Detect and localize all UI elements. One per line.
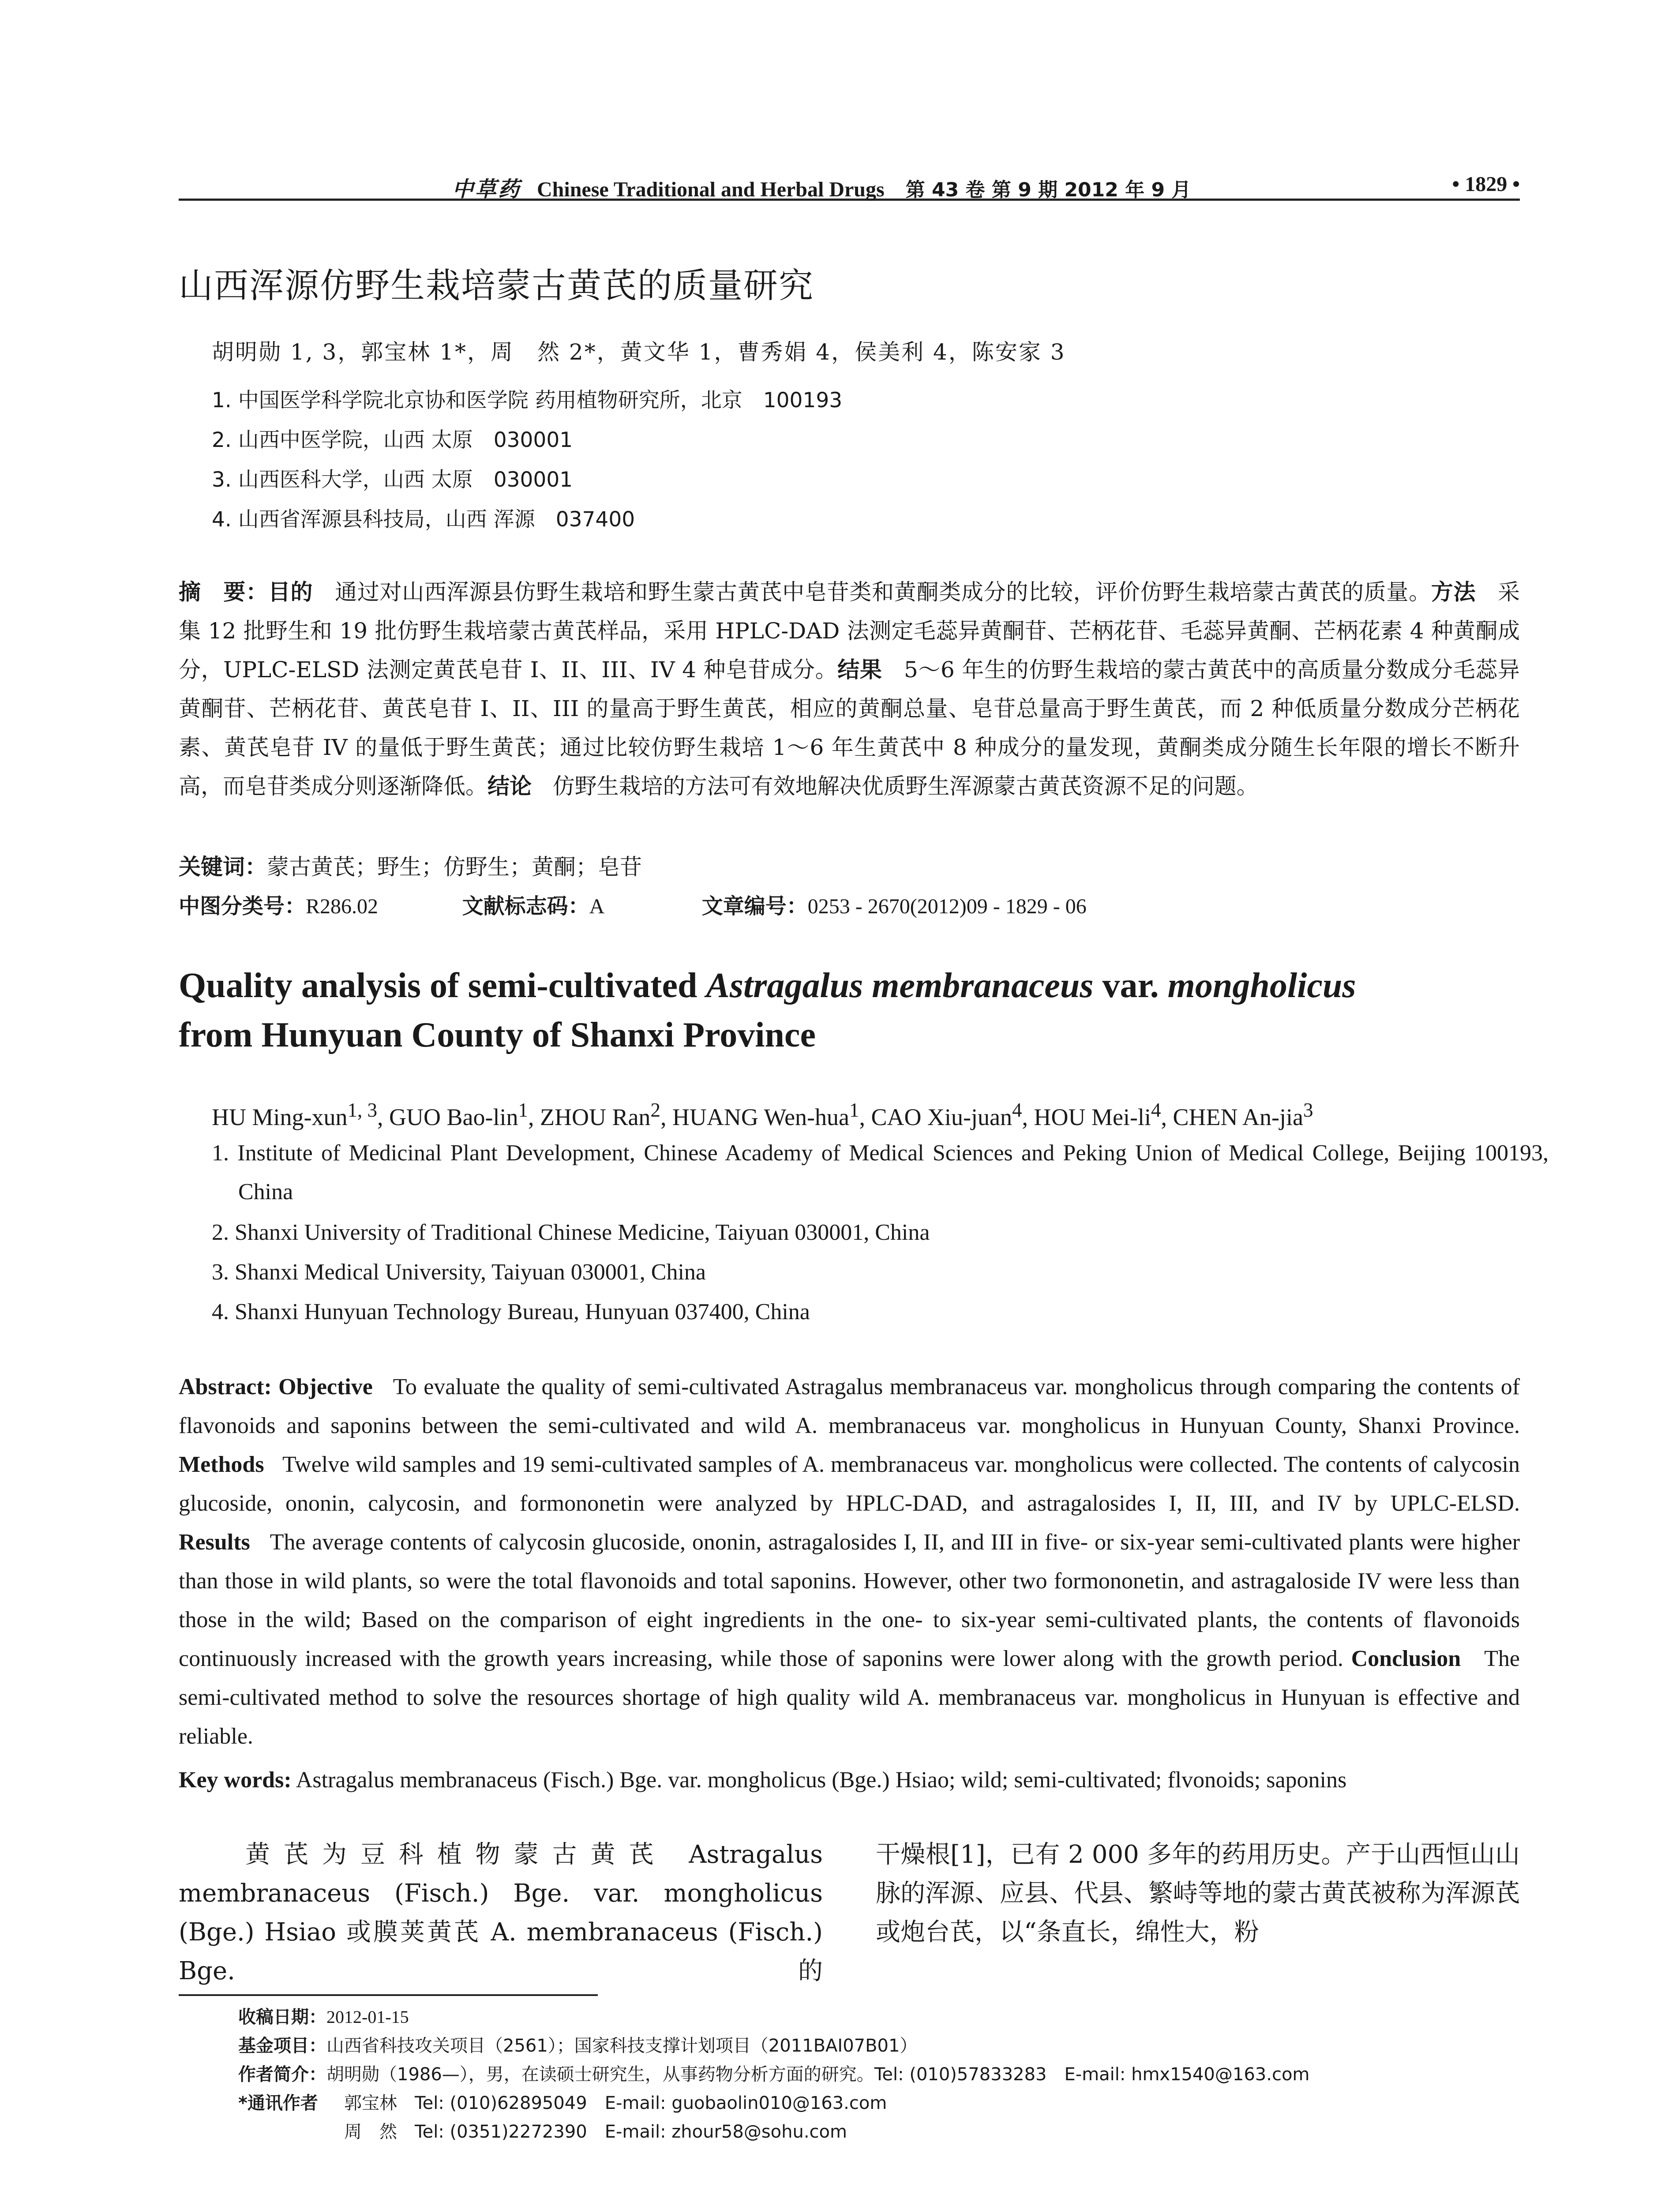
title-en-part1: Quality analysis of semi-cultivated	[179, 966, 706, 1005]
objective-cn: 通过对山西浑源县仿野生栽培和野生蒙古黄芪中皂苷类和黄酮类成分的比较，评价仿野生栽培蒙古黄芪的质量。	[335, 579, 1431, 605]
received-date: 2012-01-15	[326, 2007, 409, 2027]
affiliation-cn-4: 4. 山西省浑源县科技局，山西 浑源 037400	[212, 507, 635, 532]
body-left-column	[179, 1835, 823, 1991]
author-en-sup: 3	[1303, 1099, 1313, 1121]
affiliation-cn-1: 1. 中国医学科学院北京协和医学院 药用植物研究所，北京 100193	[212, 388, 843, 413]
abstract-en-label: Abstract:	[179, 1374, 272, 1399]
bio-label: 作者简介：	[238, 2064, 326, 2085]
fund-label: 基金项目：	[238, 2036, 326, 2056]
issue-info: 第 43 卷 第 9 期 2012 年 9 月	[905, 179, 1191, 201]
footnote-correspondence	[238, 2089, 887, 2114]
author-en: CAO Xiu-juan	[871, 1104, 1012, 1130]
author-en: HU Ming-xun	[212, 1104, 348, 1130]
abstract-en	[179, 1368, 1520, 1756]
bio-text: 胡明勋（1986—），男，在读硕士研究生，从事药物分析方面的研究。Tel: (010)57833283 E-mail: hmx1540@163.com	[326, 2064, 1310, 2085]
authors-en: HU Ming-xun$^{1, 3}$, GUO Bao-lin$^1$, ZHOU Ran$^2$, HUANG Wen-hua$^1$, CAO Xiu-juan$^4$, HOU Mei-$li^4$, CHEN An-jia$^3$	[212, 1099, 1313, 1130]
keywords-en-text: Astragalus membranaceus (Fisch.) Bge. var. mongholicus (Bge.) Hsiao; wild; semi-cultivated; flvonoids; saponins	[296, 1767, 1347, 1793]
results-cn-label: 结果	[837, 657, 882, 683]
running-header-left	[452, 172, 1191, 203]
results-en: The average contents of calycosin glucoside, ononin, astragalosides I, II, and III in five- or six-year semi-cultivated plants were higher than those in wild plants, so were the total flavonoids and total saponins. However, other two formononetin, and astragaloside IV were less than those in the wild; Based on the comparison of eight ingredients in the one- to six-year semi-cultivated plants, the contents of flavonoids continuously increased with the growth years increasing, while those of saponins were lower along with the growth period.	[179, 1530, 1520, 1671]
authors-cn: 胡明勋 1, 3，郭宝林 1*，周 然 2*，黄文华 1，曹秀娟 4，侯美利 4，陈安家 3	[212, 339, 1066, 365]
methods-en-label: Methods	[179, 1452, 264, 1477]
affiliation-en-3: 3. Shanxi Medical University, Taiyuan 030001, China	[212, 1260, 706, 1285]
article-number: 0253 - 2670(2012)09 - 1829 - 06	[807, 895, 1087, 918]
corr-author-1: 郭宝林 Tel: (010)62895049 E-mail: guobaolin010@163.com	[344, 2093, 887, 2113]
conclusion-cn-label: 结论	[488, 773, 532, 799]
affiliation-en-2: 2. Shanxi University of Traditional Chinese Medicine, Taiyuan 030001, China	[212, 1220, 930, 1245]
title-en-part2: var.	[1093, 966, 1168, 1005]
keywords-en	[179, 1767, 1346, 1793]
footnote-divider	[179, 1994, 598, 1996]
footnote-fund	[238, 2032, 917, 2057]
methods-cn: 采集 12 批野生和 19 批仿野生栽培蒙古黄芪样品，采用 HPLC-DAD 法测定毛蕊异黄酮苷、芒柄花苷、毛蕊异黄酮、芒柄花素 4 种黄酮成分，UPLC-ELSD 法测定黄芪皂苷 I、II、III、IV 4 种皂苷成分。	[179, 579, 1520, 683]
conclusion-en-label: Conclusion	[1351, 1646, 1461, 1671]
author-en-sup: 4	[1012, 1099, 1022, 1121]
title-en-species: Astragalus membranaceus	[706, 966, 1094, 1005]
objective-cn-label: 目的	[268, 579, 313, 605]
received-label: 收稿日期：	[238, 2007, 326, 2027]
keywords-en-label: Key words:	[179, 1767, 292, 1793]
author-en-sup: 1	[518, 1099, 528, 1121]
author-en-sup: 1	[849, 1099, 859, 1121]
title-en-line2: from Hunyuan County of Shanxi Province	[179, 1016, 816, 1054]
abstract-cn	[179, 573, 1520, 806]
author-en: HOU Mei-li	[1034, 1104, 1151, 1130]
doc-code: A	[589, 895, 605, 918]
author-en-sup: 1, 3	[347, 1099, 377, 1121]
journal-name-en: Chinese Traditional and Herbal Drugs	[537, 178, 885, 201]
page-number: • 1829 •	[1452, 173, 1520, 196]
keywords-cn-label: 关键词：	[179, 854, 267, 880]
methods-en: Twelve wild samples and 19 semi-cultivated samples of A. membranaceus var. mongholicus were collected. The contents of calycosin glucoside, ononin, calycosin, and formononetin were analyzed by HPLC-DAD, and astragalosides I, II, III, and IV by UPLC-ELSD.	[179, 1452, 1520, 1516]
affiliation-cn-2: 2. 山西中医学院，山西 太原 030001	[212, 428, 573, 452]
author-en: HUANG Wen-hua	[672, 1104, 850, 1130]
body-right-column	[876, 1835, 1520, 1952]
conclusion-en: The semi-cultivated method to solve the resources shortage of high quality wild A. membranaceus var. mongholicus in Hunyuan is effective and reliable.	[179, 1646, 1520, 1749]
fund-text: 山西省科技攻关项目（2561）；国家科技支撑计划项目（2011BAI07B01）	[326, 2036, 918, 2056]
objective-en-label: Objective	[278, 1374, 373, 1399]
article-title-cn: 山西浑源仿野生栽培蒙古黄芪的质量研究	[179, 266, 814, 306]
body-right-text: 干燥根[1]，已有 2 000 多年的药用历史。产于山西恒山山脉的浑源、应县、代县、繁峙等地的蒙古黄芪被称为浑源芪或炮台芪，以“条直长，绵性大，粉	[876, 1840, 1520, 1947]
corr-label: *通讯作者	[238, 2093, 318, 2113]
author-en-sup: 4	[1151, 1099, 1161, 1121]
classification-line	[179, 889, 1087, 919]
title-en-variety: mongholicus	[1167, 966, 1356, 1005]
clc-label: 中图分类号：	[179, 894, 306, 919]
journal-name-cn: 中草药	[452, 177, 521, 202]
body-left-text: 黄芪为豆科植物蒙古黄芪 Astragalus membranaceus (Fisch.) Bge. var. mongholicus (Bge.) Hsiao 或膜荚黄芪 A. membranaceus (Fisch.) Bge. 的	[179, 1840, 823, 1985]
running-header	[179, 168, 1520, 201]
clc-code: R286.02	[306, 895, 379, 918]
footnote-received	[238, 2003, 409, 2028]
abstract-cn-label: 摘 要：	[179, 579, 268, 605]
affiliation-cn-3: 3. 山西医科大学，山西 太原 030001	[212, 468, 573, 492]
keywords-cn-text: 蒙古黄芪；野生；仿野生；黄酮；皂苷	[267, 854, 642, 880]
keywords-cn	[179, 849, 642, 881]
affiliation-en-4: 4. Shanxi Hunyuan Technology Bureau, Hunyuan 037400, China	[212, 1299, 810, 1324]
results-en-label: Results	[179, 1530, 250, 1555]
conclusion-cn: 仿野生栽培的方法可有效地解决优质野生浑源蒙古黄芪资源不足的问题。	[552, 773, 1259, 799]
footnote-bio	[238, 2060, 1309, 2086]
article-title-en	[179, 961, 1520, 1060]
author-en: CHEN An-jia	[1173, 1104, 1303, 1130]
footnote-correspondence-2: 周 然 Tel: (0351)2272390 E-mail: zhour58@sohu.com	[344, 2122, 847, 2142]
article-number-label: 文章编号：	[701, 894, 808, 919]
objective-en: To evaluate the quality of semi-cultivated Astragalus membranaceus var. mongholicus through comparing the contents of flavonoids and saponins between the semi-cultivated and wild A. membranaceus var. mongholicus in Hunyuan County, Shanxi Province.	[179, 1374, 1520, 1438]
results-cn: 5～6 年生的仿野生栽培的蒙古黄芪中的高质量分数成分毛蕊异黄酮苷、芒柄花苷、黄芪皂苷 I、II、III 的量高于野生黄芪，相应的黄酮总量、皂苷总量高于野生黄芪，而 2 种低质量分数成分芒柄花素、黄芪皂苷 IV 的量低于野生黄芪；通过比较仿野生栽培 1～6 年生黄芪中 8 种成分的量发现，黄酮类成分随生长年限的增长不断升高，而皂苷类成分则逐渐降低。	[179, 657, 1520, 799]
affiliation-en-1: 1. Institute of Medicinal Plant Development, Chinese Academy of Medical Sciences and Peking Union of Medical College, Beijing 100193, China	[212, 1141, 1549, 1204]
author-en: GUO Bao-lin	[389, 1104, 518, 1130]
author-en: ZHOU Ran	[540, 1104, 651, 1130]
methods-cn-label: 方法	[1431, 579, 1476, 605]
author-en-sup: 2	[650, 1099, 660, 1121]
doc-code-label: 文献标志码：	[462, 894, 589, 919]
